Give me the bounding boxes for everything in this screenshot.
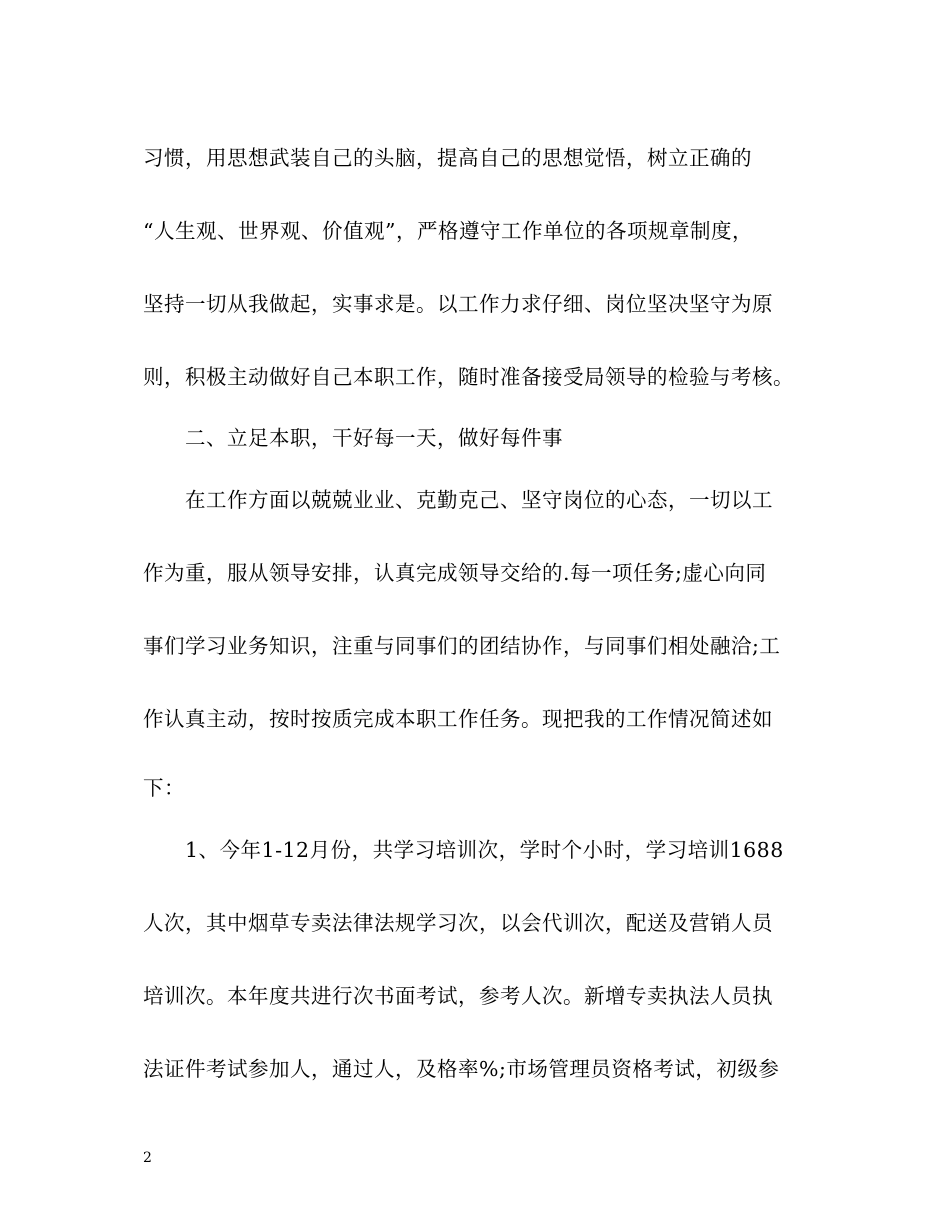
body-text-line: 培训次。本年度共进行次书面考试，参考人次。新增专卖执法人员执 bbox=[143, 984, 773, 1008]
body-text-line: 作认真主动，按时按质完成本职工作任务。现把我的工作情况简述如 bbox=[143, 707, 773, 731]
body-text-line: 法证件考试参加人，通过人，及格率%;市场管理员资格考试，初级参 bbox=[143, 1057, 780, 1081]
body-text-line: 则，积极主动做好自己本职工作，随时准备接受局领导的检验与考核。 bbox=[143, 365, 794, 389]
body-text-line: 人次，其中烟草专卖法律法规学习次，以会代训次，配送及营销人员 bbox=[143, 911, 773, 935]
body-text-line: “人生观、世界观、价值观”，严格遵守工作单位的各项规章制度， bbox=[143, 219, 753, 243]
body-text-line: 下： bbox=[143, 776, 185, 800]
page-number: 2 bbox=[143, 1150, 152, 1166]
body-text-line: 1、今年1-12月份，共学习培训次，学时个小时，学习培训1688 bbox=[185, 838, 784, 862]
section-heading: 二、立足本职，干好每一天，做好每件事 bbox=[185, 426, 563, 450]
body-text-line: 坚持一切从我做起，实事求是。以工作力求仔细、岗位坚决坚守为原 bbox=[143, 292, 773, 316]
body-text-line: 在工作方面以兢兢业业、克勤克己、坚守岗位的心态，一切以工 bbox=[185, 488, 773, 512]
body-text-line: 事们学习业务知识，注重与同事们的团结协作，与同事们相处融洽;工 bbox=[143, 634, 781, 658]
body-text-line: 习惯，用思想武装自己的头脑，提高自己的思想觉悟，树立正确的 bbox=[143, 146, 752, 170]
body-text-line: 作为重，服从领导安排，认真完成领导交给的.每一项任务;虚心向同 bbox=[143, 561, 767, 585]
